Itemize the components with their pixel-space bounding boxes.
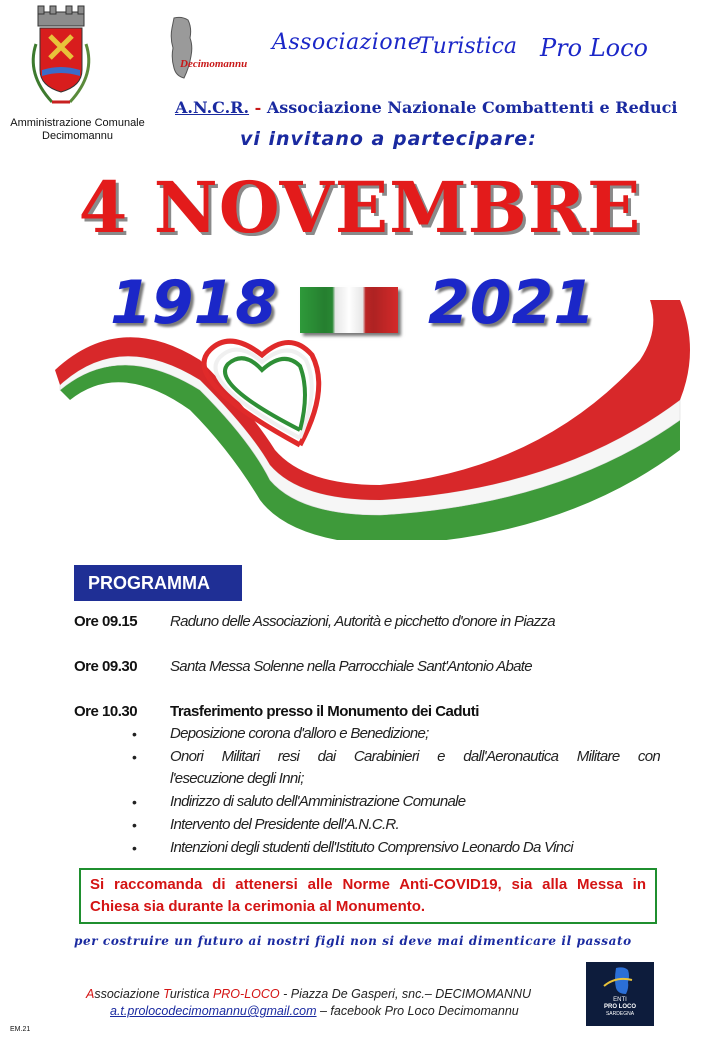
covid-line-1: Si raccomanda di attenersi alle Norme Anti-COVID19, sia alla Messa in — [90, 876, 646, 893]
municipal-crest-icon — [22, 4, 100, 112]
document-code: EM.21 — [10, 1026, 31, 1033]
logo-text-line2: PRO LOCO — [603, 1004, 636, 1010]
footer-t-letter: T — [163, 987, 170, 1001]
comune-label-line1: Amministrazione Comunale — [10, 117, 145, 129]
bullet-item: Deposizione corona d'alloro e Benedizione; — [170, 725, 429, 742]
footer-contact-line — [110, 1004, 519, 1018]
invite-text: vi invitano a partecipare: — [240, 128, 537, 150]
motto-text: per costruire un futuro ai nostri figli non si deve mai dimenticare il passato — [74, 934, 632, 948]
decimomannu-label: Decimomannu — [180, 58, 248, 70]
italian-flag-icon — [300, 287, 398, 333]
footer-address-line — [86, 987, 531, 1001]
footer-pro-loco: PRO-LOCO — [212, 987, 280, 1001]
comune-label-line2: Decimomannu — [42, 130, 113, 142]
bullet-item: Indirizzo di saluto dell'Amministrazione Comunale — [170, 793, 466, 810]
bullet-marker: • — [132, 794, 137, 810]
bullet-marker: • — [132, 726, 137, 742]
bullet-item-continued: l'esecuzione degli Inni; — [170, 770, 304, 787]
program-time-2: Ore 09.30 — [74, 658, 138, 675]
bullet-item: Intervento del Presidente dell'A.N.C.R. — [170, 816, 400, 833]
sardinia-map-icon — [168, 16, 194, 80]
covid-notice-text — [90, 874, 646, 918]
footer-uristica: uristica — [169, 987, 213, 1001]
footer-ssociazione: ssociazione — [94, 987, 164, 1001]
ancr-dash: - — [249, 98, 262, 117]
bullet-marker: • — [132, 840, 137, 856]
bullet-marker: • — [132, 749, 137, 765]
footer-address: - Piazza De Gasperi, snc.– DECIMOMANNU — [279, 987, 532, 1001]
turistica-word: Turistica — [418, 34, 517, 59]
bullet-item: Intenzioni degli studenti dell'Istituto Comprensivo Leonardo Da Vinci — [170, 839, 573, 856]
year-start: 1918 — [110, 268, 277, 338]
bullet-item: Onori Militari resi dai Carabinieri e dall'Aeronautica Militare con — [170, 748, 660, 765]
program-desc-3: Trasferimento presso il Monumento dei Caduti — [170, 703, 479, 720]
covid-line-2: Chiesa sia durante la cerimonia al Monumento. — [90, 898, 426, 915]
associazione-word: Associazione — [272, 30, 422, 55]
logo-text-line1: ENTI — [613, 997, 627, 1003]
event-title: 4 NOVEMBRE — [78, 166, 642, 249]
program-time-3: Ore 10.30 — [74, 703, 138, 720]
sardinia-logo-icon — [586, 962, 654, 996]
ancr-line — [175, 98, 677, 117]
logo-text-line3: SARDEGNA — [605, 1011, 635, 1017]
tricolor-ribbon-heart-icon — [0, 300, 720, 540]
footer-facebook: – facebook Pro Loco Decimomannu — [316, 1004, 519, 1018]
program-desc-1: Raduno delle Associazioni, Autorità e picchetto d'onore in Piazza — [170, 613, 555, 630]
year-end: 2021 — [428, 268, 595, 338]
pro-loco-word: Pro Loco — [540, 34, 648, 62]
bullet-marker: • — [132, 817, 137, 833]
program-time-1: Ore 09.15 — [74, 613, 138, 630]
program-desc-2: Santa Messa Solenne nella Parrocchiale Sant'Antonio Abate — [170, 658, 532, 675]
footer-a-letter: A — [86, 987, 95, 1001]
ancr-full-name: Associazione Nazionale Combattenti e Reduci — [261, 98, 678, 117]
footer-email-link[interactable]: a.t.prolocodecimomannu@gmail.com — [110, 1004, 317, 1018]
ancr-acronym: A.N.C.R. — [175, 98, 250, 117]
programma-title: PROGRAMMA — [88, 573, 210, 593]
